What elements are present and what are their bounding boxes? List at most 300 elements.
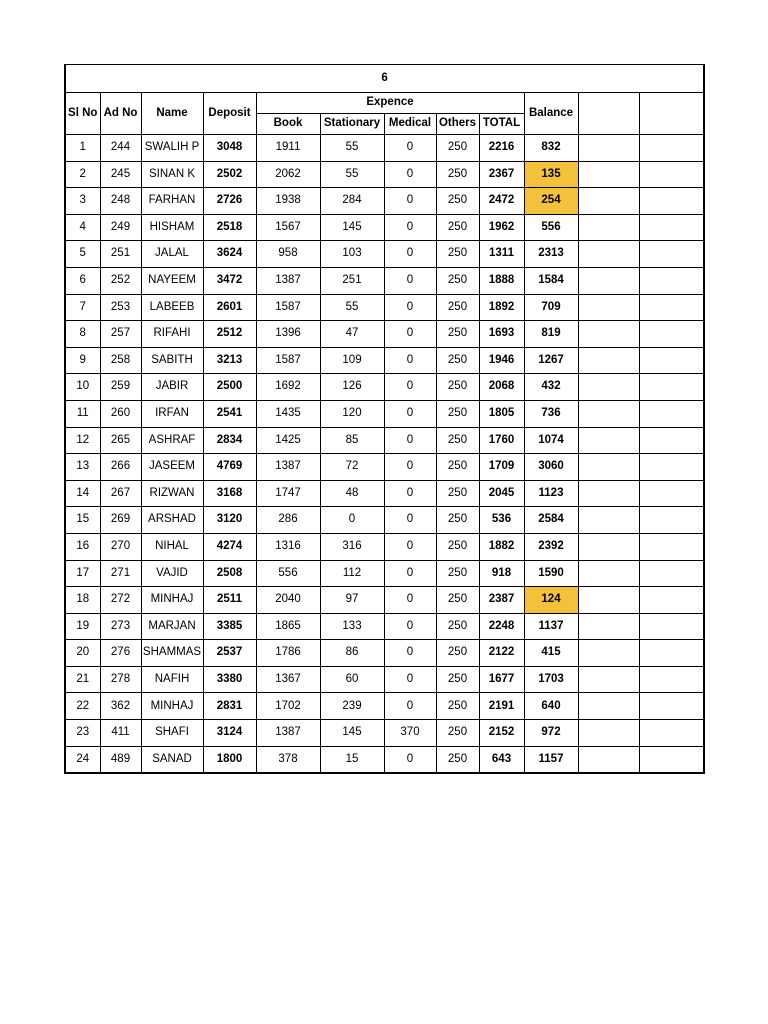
cell-book[interactable]: 1567 bbox=[256, 214, 320, 241]
cell-balance[interactable]: 2313 bbox=[524, 241, 578, 268]
empty-cell[interactable] bbox=[578, 613, 639, 640]
cell-balance[interactable]: 556 bbox=[524, 214, 578, 241]
cell-medical[interactable]: 0 bbox=[384, 533, 436, 560]
cell-others[interactable]: 250 bbox=[436, 507, 479, 534]
empty-cell[interactable] bbox=[578, 241, 639, 268]
cell-medical[interactable]: 0 bbox=[384, 267, 436, 294]
empty-cell[interactable] bbox=[578, 214, 639, 241]
cell-total[interactable]: 2152 bbox=[479, 720, 524, 747]
empty-cell[interactable] bbox=[639, 188, 704, 215]
cell-stationary[interactable]: 126 bbox=[320, 374, 384, 401]
cell-stationary[interactable]: 145 bbox=[320, 720, 384, 747]
cell-ad-no[interactable]: 269 bbox=[100, 507, 141, 534]
empty-cell[interactable] bbox=[639, 533, 704, 560]
empty-cell[interactable] bbox=[639, 693, 704, 720]
cell-total[interactable]: 918 bbox=[479, 560, 524, 587]
cell-stationary[interactable]: 103 bbox=[320, 241, 384, 268]
cell-total[interactable]: 643 bbox=[479, 746, 524, 773]
cell-others[interactable]: 250 bbox=[436, 321, 479, 348]
cell-name[interactable]: NAYEEM bbox=[141, 267, 203, 294]
cell-medical[interactable]: 0 bbox=[384, 427, 436, 454]
cell-total[interactable]: 1709 bbox=[479, 454, 524, 481]
cell-sl-no[interactable]: 5 bbox=[65, 241, 100, 268]
cell-total[interactable]: 2068 bbox=[479, 374, 524, 401]
cell-total[interactable]: 2216 bbox=[479, 135, 524, 162]
cell-balance[interactable]: 1074 bbox=[524, 427, 578, 454]
cell-name[interactable]: FARHAN bbox=[141, 188, 203, 215]
cell-balance[interactable]: 1137 bbox=[524, 613, 578, 640]
cell-book[interactable]: 1702 bbox=[256, 693, 320, 720]
cell-book[interactable]: 958 bbox=[256, 241, 320, 268]
cell-deposit[interactable]: 2508 bbox=[203, 560, 256, 587]
cell-book[interactable]: 556 bbox=[256, 560, 320, 587]
cell-stationary[interactable]: 47 bbox=[320, 321, 384, 348]
cell-ad-no[interactable]: 362 bbox=[100, 693, 141, 720]
cell-name[interactable]: MINHAJ bbox=[141, 587, 203, 614]
cell-total[interactable]: 1805 bbox=[479, 400, 524, 427]
empty-cell[interactable] bbox=[639, 294, 704, 321]
cell-sl-no[interactable]: 1 bbox=[65, 135, 100, 162]
cell-medical[interactable]: 0 bbox=[384, 188, 436, 215]
cell-stationary[interactable]: 120 bbox=[320, 400, 384, 427]
cell-balance[interactable]: 1123 bbox=[524, 480, 578, 507]
cell-balance[interactable]: 124 bbox=[524, 587, 578, 614]
empty-cell[interactable] bbox=[639, 587, 704, 614]
cell-stationary[interactable]: 85 bbox=[320, 427, 384, 454]
cell-total[interactable]: 1677 bbox=[479, 666, 524, 693]
empty-cell[interactable] bbox=[639, 214, 704, 241]
cell-others[interactable]: 250 bbox=[436, 214, 479, 241]
cell-balance[interactable]: 2584 bbox=[524, 507, 578, 534]
empty-cell[interactable] bbox=[639, 400, 704, 427]
empty-cell[interactable] bbox=[578, 161, 639, 188]
header-medical[interactable]: Medical bbox=[384, 114, 436, 135]
cell-medical[interactable]: 0 bbox=[384, 135, 436, 162]
cell-total[interactable]: 1311 bbox=[479, 241, 524, 268]
cell-stationary[interactable]: 251 bbox=[320, 267, 384, 294]
cell-deposit[interactable]: 2601 bbox=[203, 294, 256, 321]
cell-ad-no[interactable]: 258 bbox=[100, 347, 141, 374]
empty-cell[interactable] bbox=[578, 188, 639, 215]
cell-ad-no[interactable]: 251 bbox=[100, 241, 141, 268]
cell-deposit[interactable]: 3048 bbox=[203, 135, 256, 162]
cell-total[interactable]: 1760 bbox=[479, 427, 524, 454]
cell-name[interactable]: HISHAM bbox=[141, 214, 203, 241]
cell-balance[interactable]: 709 bbox=[524, 294, 578, 321]
cell-others[interactable]: 250 bbox=[436, 267, 479, 294]
cell-sl-no[interactable]: 4 bbox=[65, 214, 100, 241]
cell-ad-no[interactable]: 489 bbox=[100, 746, 141, 773]
cell-others[interactable]: 250 bbox=[436, 587, 479, 614]
empty-cell[interactable] bbox=[639, 241, 704, 268]
cell-ad-no[interactable]: 270 bbox=[100, 533, 141, 560]
empty-cell[interactable] bbox=[639, 321, 704, 348]
cell-others[interactable]: 250 bbox=[436, 241, 479, 268]
cell-stationary[interactable]: 239 bbox=[320, 693, 384, 720]
cell-stationary[interactable]: 284 bbox=[320, 188, 384, 215]
cell-deposit[interactable]: 2518 bbox=[203, 214, 256, 241]
cell-balance[interactable]: 1703 bbox=[524, 666, 578, 693]
empty-cell[interactable] bbox=[639, 267, 704, 294]
empty-cell[interactable] bbox=[578, 400, 639, 427]
empty-cell[interactable] bbox=[639, 161, 704, 188]
cell-deposit[interactable]: 4274 bbox=[203, 533, 256, 560]
cell-sl-no[interactable]: 7 bbox=[65, 294, 100, 321]
cell-medical[interactable]: 0 bbox=[384, 640, 436, 667]
cell-stationary[interactable]: 316 bbox=[320, 533, 384, 560]
header-total[interactable]: TOTAL bbox=[479, 114, 524, 135]
cell-name[interactable]: LABEEB bbox=[141, 294, 203, 321]
empty-cell[interactable] bbox=[578, 560, 639, 587]
cell-book[interactable]: 1425 bbox=[256, 427, 320, 454]
empty-cell[interactable] bbox=[639, 427, 704, 454]
cell-sl-no[interactable]: 8 bbox=[65, 321, 100, 348]
cell-total[interactable]: 1962 bbox=[479, 214, 524, 241]
cell-ad-no[interactable]: 273 bbox=[100, 613, 141, 640]
header-stationary[interactable]: Stationary bbox=[320, 114, 384, 135]
cell-deposit[interactable]: 2834 bbox=[203, 427, 256, 454]
cell-stationary[interactable]: 133 bbox=[320, 613, 384, 640]
cell-book[interactable]: 1435 bbox=[256, 400, 320, 427]
cell-others[interactable]: 250 bbox=[436, 400, 479, 427]
cell-medical[interactable]: 0 bbox=[384, 161, 436, 188]
cell-ad-no[interactable]: 267 bbox=[100, 480, 141, 507]
cell-name[interactable]: VAJID bbox=[141, 560, 203, 587]
cell-name[interactable]: RIZWAN bbox=[141, 480, 203, 507]
cell-ad-no[interactable]: 259 bbox=[100, 374, 141, 401]
cell-balance[interactable]: 736 bbox=[524, 400, 578, 427]
cell-total[interactable]: 2248 bbox=[479, 613, 524, 640]
cell-sl-no[interactable]: 14 bbox=[65, 480, 100, 507]
cell-deposit[interactable]: 4769 bbox=[203, 454, 256, 481]
cell-total[interactable]: 1888 bbox=[479, 267, 524, 294]
cell-book[interactable]: 1367 bbox=[256, 666, 320, 693]
empty-cell[interactable] bbox=[639, 720, 704, 747]
cell-book[interactable]: 1387 bbox=[256, 454, 320, 481]
cell-sl-no[interactable]: 12 bbox=[65, 427, 100, 454]
cell-sl-no[interactable]: 21 bbox=[65, 666, 100, 693]
cell-others[interactable]: 250 bbox=[436, 640, 479, 667]
cell-stationary[interactable]: 60 bbox=[320, 666, 384, 693]
cell-balance[interactable]: 1584 bbox=[524, 267, 578, 294]
cell-medical[interactable]: 0 bbox=[384, 480, 436, 507]
cell-stationary[interactable]: 86 bbox=[320, 640, 384, 667]
cell-sl-no[interactable]: 20 bbox=[65, 640, 100, 667]
cell-stationary[interactable]: 0 bbox=[320, 507, 384, 534]
empty-cell[interactable] bbox=[578, 720, 639, 747]
cell-book[interactable]: 1692 bbox=[256, 374, 320, 401]
cell-book[interactable]: 286 bbox=[256, 507, 320, 534]
cell-sl-no[interactable]: 23 bbox=[65, 720, 100, 747]
cell-others[interactable]: 250 bbox=[436, 374, 479, 401]
cell-name[interactable]: SANAD bbox=[141, 746, 203, 773]
header-expence[interactable]: Expence bbox=[256, 93, 524, 114]
cell-deposit[interactable]: 3168 bbox=[203, 480, 256, 507]
cell-others[interactable]: 250 bbox=[436, 746, 479, 773]
cell-ad-no[interactable]: 253 bbox=[100, 294, 141, 321]
cell-sl-no[interactable]: 6 bbox=[65, 267, 100, 294]
cell-medical[interactable]: 0 bbox=[384, 666, 436, 693]
cell-ad-no[interactable]: 266 bbox=[100, 454, 141, 481]
cell-deposit[interactable]: 2512 bbox=[203, 321, 256, 348]
cell-book[interactable]: 1587 bbox=[256, 347, 320, 374]
empty-cell[interactable] bbox=[578, 267, 639, 294]
cell-medical[interactable]: 0 bbox=[384, 214, 436, 241]
cell-deposit[interactable]: 2537 bbox=[203, 640, 256, 667]
empty-cell[interactable] bbox=[578, 321, 639, 348]
cell-book[interactable]: 1387 bbox=[256, 720, 320, 747]
cell-ad-no[interactable]: 249 bbox=[100, 214, 141, 241]
cell-balance[interactable]: 832 bbox=[524, 135, 578, 162]
empty-cell[interactable] bbox=[639, 613, 704, 640]
cell-deposit[interactable]: 2511 bbox=[203, 587, 256, 614]
cell-stationary[interactable]: 72 bbox=[320, 454, 384, 481]
cell-stationary[interactable]: 97 bbox=[320, 587, 384, 614]
empty-cell[interactable] bbox=[639, 480, 704, 507]
cell-name[interactable]: RIFAHI bbox=[141, 321, 203, 348]
cell-others[interactable]: 250 bbox=[436, 613, 479, 640]
cell-medical[interactable]: 0 bbox=[384, 241, 436, 268]
cell-sl-no[interactable]: 17 bbox=[65, 560, 100, 587]
cell-book[interactable]: 1786 bbox=[256, 640, 320, 667]
cell-deposit[interactable]: 2500 bbox=[203, 374, 256, 401]
cell-medical[interactable]: 0 bbox=[384, 507, 436, 534]
empty-cell[interactable] bbox=[578, 693, 639, 720]
cell-others[interactable]: 250 bbox=[436, 427, 479, 454]
cell-name[interactable]: ASHRAF bbox=[141, 427, 203, 454]
cell-sl-no[interactable]: 15 bbox=[65, 507, 100, 534]
sheet-title[interactable]: 6 bbox=[65, 65, 704, 93]
cell-name[interactable]: NIHAL bbox=[141, 533, 203, 560]
empty-cell[interactable] bbox=[639, 560, 704, 587]
cell-sl-no[interactable]: 11 bbox=[65, 400, 100, 427]
cell-others[interactable]: 250 bbox=[436, 560, 479, 587]
cell-medical[interactable]: 0 bbox=[384, 693, 436, 720]
cell-deposit[interactable]: 3120 bbox=[203, 507, 256, 534]
cell-total[interactable]: 1882 bbox=[479, 533, 524, 560]
cell-stationary[interactable]: 15 bbox=[320, 746, 384, 773]
empty-cell[interactable] bbox=[639, 135, 704, 162]
cell-book[interactable]: 1587 bbox=[256, 294, 320, 321]
cell-medical[interactable]: 370 bbox=[384, 720, 436, 747]
cell-ad-no[interactable]: 272 bbox=[100, 587, 141, 614]
empty-cell[interactable] bbox=[578, 666, 639, 693]
cell-balance[interactable]: 1157 bbox=[524, 746, 578, 773]
empty-cell[interactable] bbox=[578, 480, 639, 507]
cell-book[interactable]: 1865 bbox=[256, 613, 320, 640]
empty-cell[interactable] bbox=[578, 507, 639, 534]
cell-ad-no[interactable]: 245 bbox=[100, 161, 141, 188]
cell-total[interactable]: 2191 bbox=[479, 693, 524, 720]
empty-cell[interactable] bbox=[639, 640, 704, 667]
cell-name[interactable]: SABITH bbox=[141, 347, 203, 374]
cell-others[interactable]: 250 bbox=[436, 533, 479, 560]
cell-ad-no[interactable]: 260 bbox=[100, 400, 141, 427]
cell-name[interactable]: ARSHAD bbox=[141, 507, 203, 534]
cell-stationary[interactable]: 48 bbox=[320, 480, 384, 507]
empty-cell[interactable] bbox=[578, 347, 639, 374]
header-ad-no[interactable]: Ad No bbox=[100, 93, 141, 135]
cell-ad-no[interactable]: 276 bbox=[100, 640, 141, 667]
cell-name[interactable]: JALAL bbox=[141, 241, 203, 268]
cell-medical[interactable]: 0 bbox=[384, 613, 436, 640]
cell-deposit[interactable]: 2726 bbox=[203, 188, 256, 215]
cell-stationary[interactable]: 112 bbox=[320, 560, 384, 587]
cell-name[interactable]: SHAMMAS bbox=[141, 640, 203, 667]
cell-medical[interactable]: 0 bbox=[384, 560, 436, 587]
cell-book[interactable]: 1938 bbox=[256, 188, 320, 215]
header-balance[interactable]: Balance bbox=[524, 93, 578, 135]
cell-sl-no[interactable]: 10 bbox=[65, 374, 100, 401]
empty-cell[interactable] bbox=[578, 454, 639, 481]
cell-total[interactable]: 1693 bbox=[479, 321, 524, 348]
empty-cell[interactable] bbox=[578, 533, 639, 560]
cell-deposit[interactable]: 3380 bbox=[203, 666, 256, 693]
cell-stationary[interactable]: 55 bbox=[320, 294, 384, 321]
cell-total[interactable]: 2045 bbox=[479, 480, 524, 507]
cell-deposit[interactable]: 2502 bbox=[203, 161, 256, 188]
cell-name[interactable]: SWALIH P bbox=[141, 135, 203, 162]
cell-book[interactable]: 1911 bbox=[256, 135, 320, 162]
cell-deposit[interactable]: 3385 bbox=[203, 613, 256, 640]
cell-deposit[interactable]: 3624 bbox=[203, 241, 256, 268]
cell-medical[interactable]: 0 bbox=[384, 347, 436, 374]
cell-balance[interactable]: 1267 bbox=[524, 347, 578, 374]
cell-ad-no[interactable]: 411 bbox=[100, 720, 141, 747]
cell-sl-no[interactable]: 13 bbox=[65, 454, 100, 481]
cell-book[interactable]: 1747 bbox=[256, 480, 320, 507]
cell-name[interactable]: MARJAN bbox=[141, 613, 203, 640]
cell-total[interactable]: 2367 bbox=[479, 161, 524, 188]
cell-others[interactable]: 250 bbox=[436, 480, 479, 507]
cell-total[interactable]: 1946 bbox=[479, 347, 524, 374]
cell-deposit[interactable]: 3472 bbox=[203, 267, 256, 294]
header-book[interactable]: Book bbox=[256, 114, 320, 135]
cell-deposit[interactable]: 3124 bbox=[203, 720, 256, 747]
cell-others[interactable]: 250 bbox=[436, 347, 479, 374]
header-sl-no[interactable]: Sl No bbox=[65, 93, 100, 135]
cell-name[interactable]: NAFIH bbox=[141, 666, 203, 693]
cell-sl-no[interactable]: 16 bbox=[65, 533, 100, 560]
empty-cell[interactable] bbox=[578, 746, 639, 773]
cell-medical[interactable]: 0 bbox=[384, 454, 436, 481]
cell-medical[interactable]: 0 bbox=[384, 587, 436, 614]
empty-cell[interactable] bbox=[639, 507, 704, 534]
cell-total[interactable]: 1892 bbox=[479, 294, 524, 321]
empty-cell[interactable] bbox=[578, 427, 639, 454]
empty-cell[interactable] bbox=[639, 454, 704, 481]
cell-name[interactable]: JABIR bbox=[141, 374, 203, 401]
cell-sl-no[interactable]: 22 bbox=[65, 693, 100, 720]
cell-others[interactable]: 250 bbox=[436, 720, 479, 747]
cell-deposit[interactable]: 1800 bbox=[203, 746, 256, 773]
cell-medical[interactable]: 0 bbox=[384, 321, 436, 348]
cell-stationary[interactable]: 145 bbox=[320, 214, 384, 241]
empty-cell[interactable] bbox=[639, 666, 704, 693]
cell-others[interactable]: 250 bbox=[436, 666, 479, 693]
cell-name[interactable]: SINAN K bbox=[141, 161, 203, 188]
cell-total[interactable]: 2472 bbox=[479, 188, 524, 215]
cell-sl-no[interactable]: 9 bbox=[65, 347, 100, 374]
cell-others[interactable]: 250 bbox=[436, 161, 479, 188]
cell-name[interactable]: IRFAN bbox=[141, 400, 203, 427]
cell-medical[interactable]: 0 bbox=[384, 746, 436, 773]
cell-name[interactable]: MINHAJ bbox=[141, 693, 203, 720]
cell-sl-no[interactable]: 2 bbox=[65, 161, 100, 188]
cell-book[interactable]: 1396 bbox=[256, 321, 320, 348]
cell-balance[interactable]: 972 bbox=[524, 720, 578, 747]
cell-balance[interactable]: 3060 bbox=[524, 454, 578, 481]
cell-sl-no[interactable]: 18 bbox=[65, 587, 100, 614]
cell-book[interactable]: 1387 bbox=[256, 267, 320, 294]
cell-ad-no[interactable]: 278 bbox=[100, 666, 141, 693]
cell-book[interactable]: 1316 bbox=[256, 533, 320, 560]
empty-cell[interactable] bbox=[639, 374, 704, 401]
cell-balance[interactable]: 640 bbox=[524, 693, 578, 720]
empty-cell[interactable] bbox=[639, 347, 704, 374]
cell-ad-no[interactable]: 271 bbox=[100, 560, 141, 587]
cell-others[interactable]: 250 bbox=[436, 294, 479, 321]
empty-cell[interactable] bbox=[578, 374, 639, 401]
cell-name[interactable]: SHAFI bbox=[141, 720, 203, 747]
cell-total[interactable]: 2122 bbox=[479, 640, 524, 667]
cell-medical[interactable]: 0 bbox=[384, 374, 436, 401]
cell-medical[interactable]: 0 bbox=[384, 294, 436, 321]
cell-ad-no[interactable]: 257 bbox=[100, 321, 141, 348]
cell-stationary[interactable]: 109 bbox=[320, 347, 384, 374]
empty-cell[interactable] bbox=[578, 135, 639, 162]
empty-cell[interactable] bbox=[578, 93, 639, 135]
cell-medical[interactable]: 0 bbox=[384, 400, 436, 427]
empty-cell[interactable] bbox=[578, 587, 639, 614]
cell-total[interactable]: 536 bbox=[479, 507, 524, 534]
cell-ad-no[interactable]: 244 bbox=[100, 135, 141, 162]
cell-book[interactable]: 378 bbox=[256, 746, 320, 773]
cell-balance[interactable]: 819 bbox=[524, 321, 578, 348]
cell-book[interactable]: 2062 bbox=[256, 161, 320, 188]
cell-balance[interactable]: 432 bbox=[524, 374, 578, 401]
header-deposit[interactable]: Deposit bbox=[203, 93, 256, 135]
cell-balance[interactable]: 2392 bbox=[524, 533, 578, 560]
cell-others[interactable]: 250 bbox=[436, 693, 479, 720]
cell-sl-no[interactable]: 3 bbox=[65, 188, 100, 215]
empty-cell[interactable] bbox=[639, 93, 704, 135]
cell-others[interactable]: 250 bbox=[436, 454, 479, 481]
cell-ad-no[interactable]: 252 bbox=[100, 267, 141, 294]
cell-ad-no[interactable]: 265 bbox=[100, 427, 141, 454]
cell-deposit[interactable]: 3213 bbox=[203, 347, 256, 374]
cell-balance[interactable]: 135 bbox=[524, 161, 578, 188]
header-name[interactable]: Name bbox=[141, 93, 203, 135]
cell-stationary[interactable]: 55 bbox=[320, 161, 384, 188]
cell-balance[interactable]: 415 bbox=[524, 640, 578, 667]
cell-sl-no[interactable]: 24 bbox=[65, 746, 100, 773]
empty-cell[interactable] bbox=[639, 746, 704, 773]
cell-ad-no[interactable]: 248 bbox=[100, 188, 141, 215]
cell-others[interactable]: 250 bbox=[436, 188, 479, 215]
empty-cell[interactable] bbox=[578, 294, 639, 321]
cell-balance[interactable]: 1590 bbox=[524, 560, 578, 587]
cell-stationary[interactable]: 55 bbox=[320, 135, 384, 162]
empty-cell[interactable] bbox=[578, 640, 639, 667]
cell-balance[interactable]: 254 bbox=[524, 188, 578, 215]
cell-others[interactable]: 250 bbox=[436, 135, 479, 162]
cell-sl-no[interactable]: 19 bbox=[65, 613, 100, 640]
cell-deposit[interactable]: 2541 bbox=[203, 400, 256, 427]
header-others[interactable]: Others bbox=[436, 114, 479, 135]
cell-name[interactable]: JASEEM bbox=[141, 454, 203, 481]
cell-total[interactable]: 2387 bbox=[479, 587, 524, 614]
